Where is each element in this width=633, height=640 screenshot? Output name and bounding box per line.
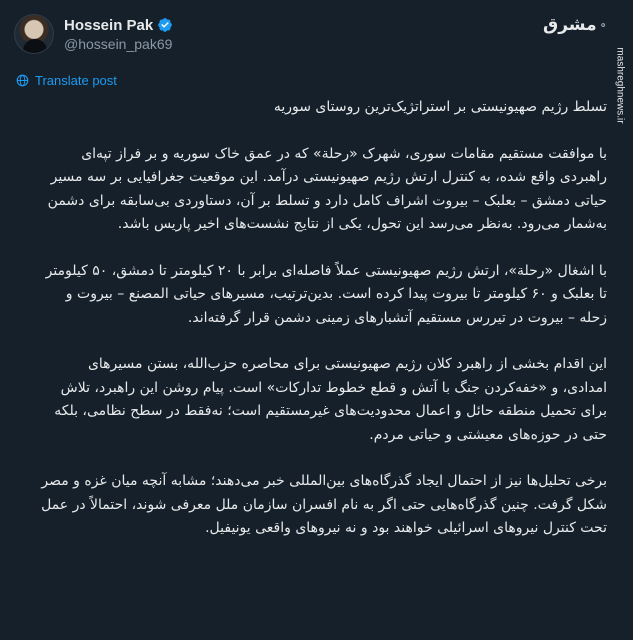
- side-watermark: [613, 40, 627, 130]
- tweet-body: [40, 96, 607, 564]
- tweet-paragraph: با اشغال «رحلة»، ارتش رژیم صهیونیستی عملاً فاصله‌ای برابر با ۲۰ کیلومتر تا دمشق، ۵۰ کیلومتر تا بعلبک و ۶۰ کیلومتر تا بیروت پیدا کرده است. بدین‌ترتیب، مسیرهای حیاتی المصنع – بیروت و زحله – بیروت در تیررس مستقیم آتشبارهای زمینی دشمن قرار گرفته‌اند.: [45, 262, 607, 326]
- tweet-paragraph: با موافقت مستقیم مقامات سوری، شهرک «رحلة» که در عمق خاک سوریه و بر فراز تپه‌ای راهبردی واقع شده، به کنترل ارتش رژیم صهیونیستی درآمد. این موقعیت جغرافیایی بر سه مسیر حیاتی دمشق – بعلبک – بیروت اشراف کامل دارد و تسلط بر آن، دستاوردی بی‌سابقه برای دشمن به‌شمار می‌رود. به‌نظر می‌رسد این تحول، یکی از نتایج نشست‌های اخیر پاریس باشد.: [47, 145, 607, 232]
- translate-post-link[interactable]: [16, 73, 117, 88]
- tweet-title: تسلط رژیم صهیونیستی بر استراتژیک‌ترین روستای سوریه: [273, 99, 607, 115]
- news-logo: [543, 14, 605, 36]
- translate-post-label[interactable]: Translate post: [35, 73, 117, 88]
- tweet-paragraph: این اقدام بخشی از راهبرد کلان رژیم صهیونیستی برای محاصره حزب‌الله، بستن مسیرهای امدادی، و «خفه‌کردن جنگ با آتش و قطع خطوط تدارکات» است. پیام روشن این راهبرد، تلاش برای تحمیل منطقه حائل و اعمال محدودیت‌های غیرمستقیم است؛ نه‌فقط در سطح نظامی، بلکه حتی در حوزه‌های معیشتی و حیاتی مردم.: [54, 356, 607, 443]
- author-avatar[interactable]: [14, 14, 54, 54]
- author-name-row: [64, 17, 173, 34]
- tweet-paragraph: برخی تحلیل‌ها نیز از احتمال ایجاد گذرگاه‌های بین‌المللی خبر می‌دهند؛ مشابه آنچه میان غزه و مصر شکل گرفت. چنین گذرگاه‌هایی حتی اگر به نام افسران سازمان ملل معرفی شوند، احتمالاً در عمل تحت کنترل نیروهای اسرائیلی خواهند بود و نه نیروهای واقعی یونیفیل.: [41, 473, 607, 536]
- author-names: [64, 17, 173, 52]
- author-display-name[interactable]: Hossein Pak: [64, 16, 154, 34]
- news-logo-text: مشرق: [543, 15, 597, 35]
- verified-badge-icon: [157, 17, 173, 33]
- tweet-header: [14, 12, 574, 56]
- author-handle[interactable]: @hossein_pak69: [64, 35, 173, 52]
- logo-swirl-icon: [601, 18, 605, 32]
- side-watermark-url: mashreghnews.ir: [614, 46, 626, 124]
- globe-icon: [16, 74, 29, 87]
